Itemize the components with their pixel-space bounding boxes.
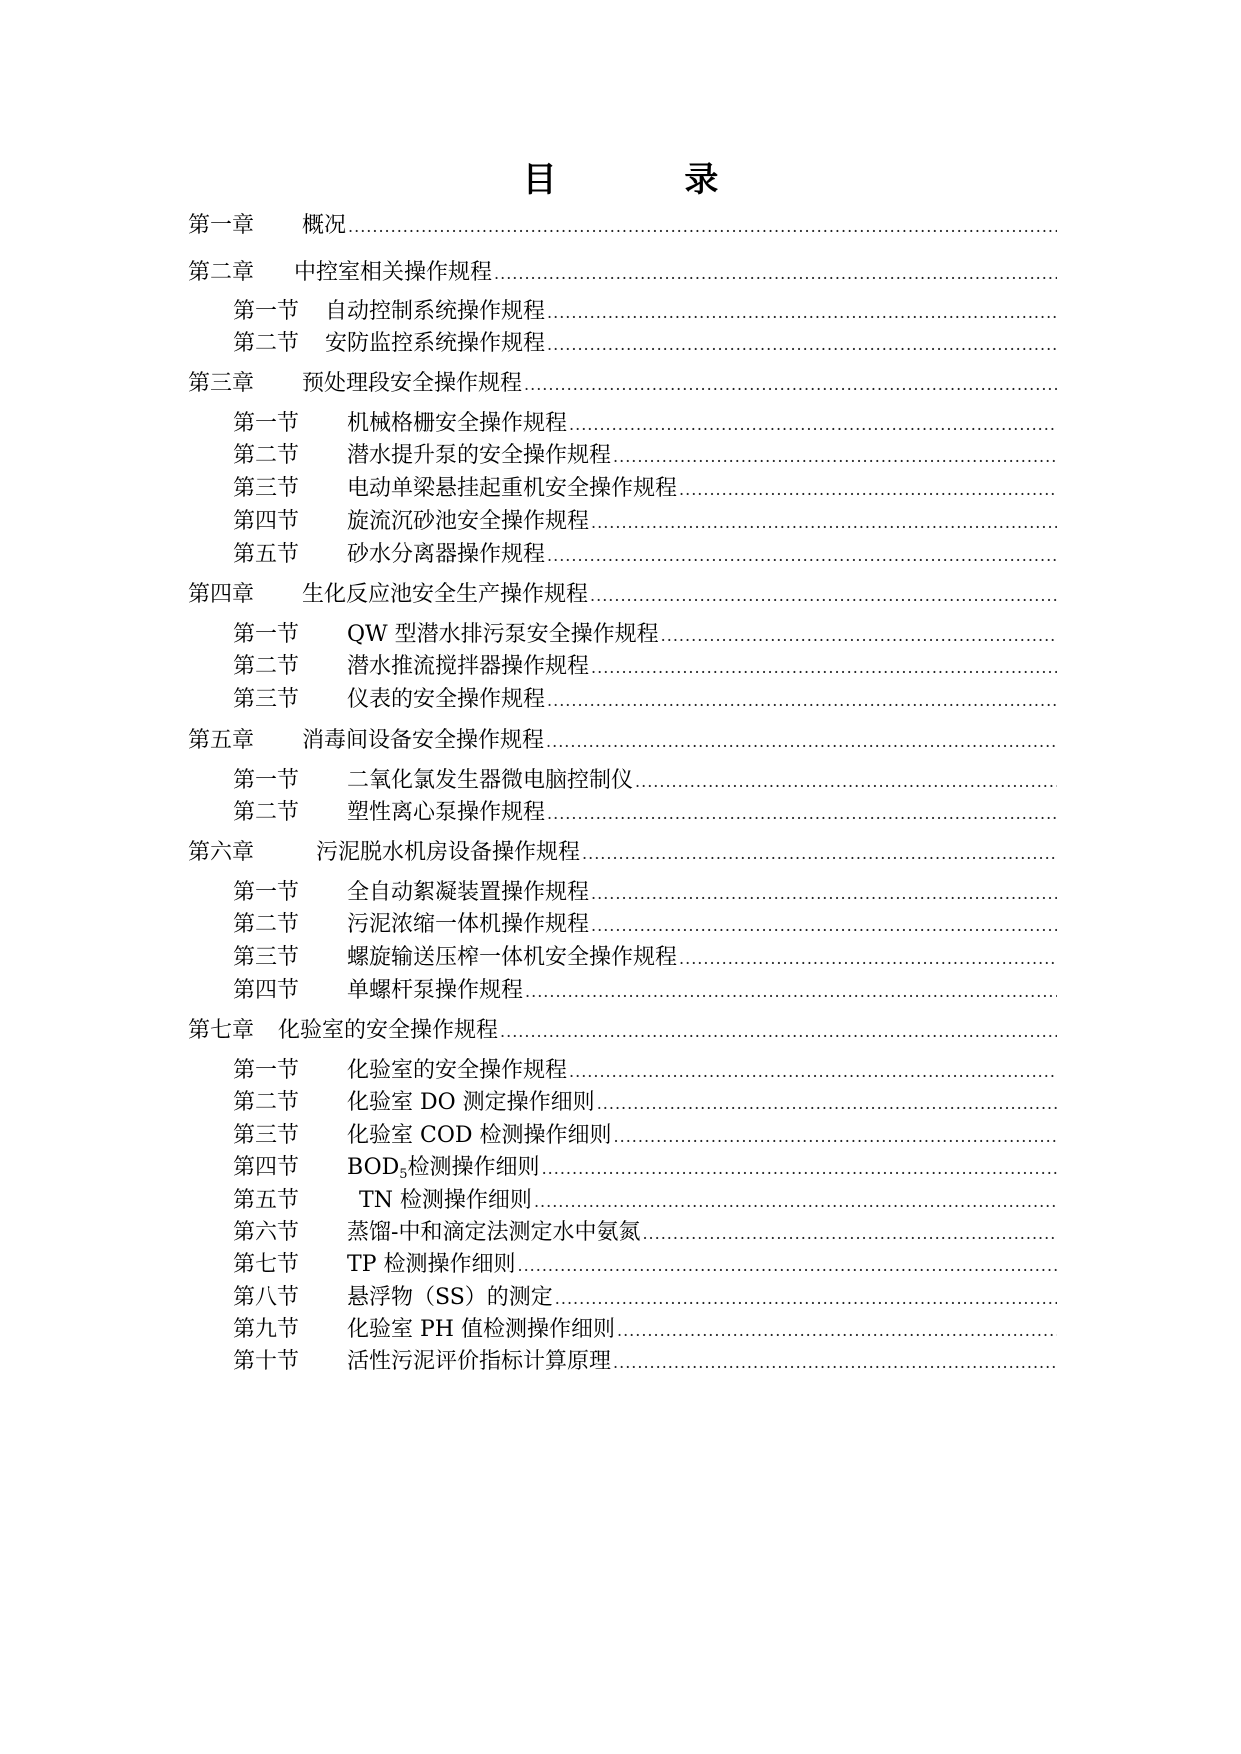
toc-section-entry[interactable] (233, 441, 1057, 471)
toc-section-entry[interactable] (233, 1186, 1057, 1216)
toc-section-entry[interactable] (233, 1347, 1057, 1377)
toc-dot-leader (591, 653, 1057, 683)
toc-entry-title-text: 蒸馏-中和滴定法测定水中氨氮 (347, 1220, 641, 1245)
toc-entry-title-text: 污泥脱水机房设备操作规程 (316, 840, 581, 865)
toc-entry-number: 第六章 (188, 840, 255, 865)
toc-entry-title (347, 910, 589, 940)
toc-section-entry[interactable] (233, 507, 1057, 537)
toc-entry-number: 第二节 (233, 443, 300, 468)
toc-entry-title (347, 441, 611, 471)
toc-entry-title-text: 仪表的安全操作规程 (347, 687, 546, 712)
toc-section-entry[interactable] (233, 1250, 1057, 1280)
toc-entry-title (302, 726, 544, 756)
toc-entry-title (347, 507, 589, 537)
toc-entry-title-text: 化验室 PH 值检测操作细则 (347, 1317, 615, 1342)
toc-section-entry[interactable] (233, 297, 1057, 327)
toc-entry-title (347, 652, 589, 682)
toc-dot-leader (591, 911, 1057, 941)
toc-dot-leader (582, 839, 1057, 869)
toc-section-entry[interactable] (233, 910, 1057, 940)
toc-entry-title (325, 297, 545, 327)
toc-entry-number: 第二节 (233, 331, 300, 356)
toc-dot-leader (547, 330, 1057, 360)
toc-dot-leader (348, 212, 1057, 242)
toc-entry-number: 第四节 (233, 978, 300, 1003)
toc-entry-subscript: 5 (399, 1167, 408, 1182)
toc-entry-title-text: 潜水推流搅拌器操作规程 (347, 654, 590, 679)
toc-dot-leader (500, 1017, 1057, 1047)
toc-entry-number: 第一节 (233, 768, 300, 793)
toc-entry-number: 第四章 (188, 582, 255, 607)
toc-chapter-entry[interactable] (188, 369, 1057, 399)
toc-entry-title-text: 污泥浓缩一体机操作规程 (347, 912, 590, 937)
toc-entry-title (347, 1153, 540, 1183)
toc-entry-number: 第一节 (233, 880, 300, 905)
toc-entry-title-text: 悬浮物（SS）的测定 (347, 1285, 553, 1310)
toc-entry-number: 第七章 (188, 1018, 255, 1043)
toc-entry-number: 第一节 (233, 411, 300, 436)
toc-entry-number: 第三节 (233, 687, 300, 712)
toc-dot-leader (614, 1122, 1057, 1152)
toc-dot-leader (547, 298, 1057, 328)
toc-section-entry[interactable] (233, 685, 1057, 715)
toc-entry-title (359, 1186, 532, 1216)
toc-entry-number: 第五章 (188, 728, 255, 753)
toc-entry-number: 第三节 (233, 945, 300, 970)
toc-entry-title (278, 1016, 498, 1046)
toc-entry-title-text: 螺旋输送压榨一体机安全操作规程 (347, 945, 678, 970)
toc-entry-number: 第七节 (233, 1252, 300, 1277)
toc-section-entry[interactable] (233, 652, 1057, 682)
toc-dot-leader (524, 370, 1057, 400)
toc-dot-leader (642, 1219, 1057, 1249)
toc-chapter-entry[interactable] (188, 1016, 1057, 1046)
toc-dot-leader (534, 1187, 1057, 1217)
toc-entry-title-text: 自动控制系统操作规程 (325, 299, 546, 324)
toc-section-entry[interactable] (233, 1088, 1057, 1118)
toc-entry-number: 第六节 (233, 1220, 300, 1245)
toc-entry-number: 第二节 (233, 1090, 300, 1115)
toc-entry-title-text: 全自动絮凝装置操作规程 (347, 880, 590, 905)
toc-dot-leader (542, 1154, 1057, 1184)
toc-entry-number: 第三章 (188, 371, 255, 396)
toc-entry-title-text: 中控室相关操作规程 (294, 260, 493, 285)
toc-section-entry[interactable] (233, 1153, 1057, 1183)
toc-entry-title-text: QW 型潜水排污泵安全操作规程 (347, 622, 659, 647)
toc-entry-title-text: 化验室的安全操作规程 (347, 1058, 568, 1083)
toc-entry-title-text: 塑性离心泵操作规程 (347, 800, 546, 825)
toc-entry-number: 第一节 (233, 622, 300, 647)
toc-entry-number: 第三节 (233, 476, 300, 501)
toc-chapter-entry[interactable] (188, 838, 1057, 868)
toc-entry-number: 第二节 (233, 800, 300, 825)
toc-entry-title (325, 329, 545, 359)
toc-entry-number: 第二节 (233, 912, 300, 937)
toc-entry-title (294, 258, 492, 288)
toc-section-entry[interactable] (233, 1315, 1057, 1345)
toc-entry-title-text: TN 检测操作细则 (359, 1188, 532, 1213)
toc-entry-title (347, 943, 677, 973)
toc-entry-title-suffix: 检测操作细则 (407, 1155, 540, 1180)
toc-entry-title-text: 二氧化氯发生器微电脑控制仪 (347, 768, 634, 793)
toc-chapter-entry[interactable] (188, 580, 1057, 610)
toc-entry-title-text: 潜水提升泵的安全操作规程 (347, 443, 612, 468)
toc-entry-title-text: 消毒间设备安全操作规程 (302, 728, 545, 753)
toc-dot-leader (617, 1316, 1057, 1346)
toc-dot-leader (591, 879, 1057, 909)
toc-section-entry[interactable] (233, 620, 1057, 650)
toc-entry-title (347, 1250, 515, 1280)
toc-section-entry[interactable] (233, 409, 1057, 439)
toc-dot-leader (525, 977, 1057, 1007)
toc-entry-number: 第二节 (233, 654, 300, 679)
toc-dot-leader (569, 1057, 1057, 1087)
toc-chapter-entry[interactable] (188, 211, 1057, 241)
toc-entry-number: 第八节 (233, 1285, 300, 1310)
toc-entry-title (302, 580, 588, 610)
toc-entry-title (347, 1056, 567, 1086)
toc-entry-number: 第一章 (188, 213, 255, 238)
toc-entry-title (347, 878, 589, 908)
toc-entry-title (302, 211, 346, 241)
toc-dot-leader (661, 621, 1057, 651)
toc-section-entry[interactable] (233, 878, 1057, 908)
toc-title: 目 录 (522, 160, 777, 200)
toc-entry-title-text: 活性污泥评价指标计算原理 (347, 1349, 612, 1374)
toc-dot-leader (547, 541, 1057, 571)
toc-dot-leader (635, 767, 1057, 797)
toc-entry-title-text: 旋流沉砂池安全操作规程 (347, 509, 590, 534)
toc-entry-title (347, 685, 545, 715)
toc-entry-title-text: 单螺杆泵操作规程 (347, 978, 524, 1003)
toc-entry-number: 第一节 (233, 299, 300, 324)
toc-entry-title (347, 766, 633, 796)
toc-entry-title-text: 安防监控系统操作规程 (325, 331, 546, 356)
toc-entry-title-text: BOD (347, 1155, 400, 1180)
toc-section-entry[interactable] (233, 329, 1057, 359)
toc-dot-leader (555, 1284, 1057, 1314)
toc-section-entry[interactable] (233, 540, 1057, 570)
toc-dot-leader (547, 799, 1057, 829)
toc-entry-title-text: 机械格栅安全操作规程 (347, 411, 568, 436)
toc-entry-number: 第四节 (233, 509, 300, 534)
toc-section-entry[interactable] (233, 1121, 1057, 1151)
toc-entry-title-text: 化验室 DO 测定操作细则 (347, 1090, 595, 1115)
toc-entry-number: 第十节 (233, 1349, 300, 1374)
toc-section-entry[interactable] (233, 976, 1057, 1006)
toc-dot-leader (613, 442, 1057, 472)
toc-entry-number: 第三节 (233, 1123, 300, 1148)
toc-dot-leader (597, 1089, 1057, 1119)
toc-entry-number: 第二章 (188, 260, 255, 285)
toc-section-entry[interactable] (233, 1056, 1057, 1086)
toc-dot-leader (679, 475, 1057, 505)
toc-entry-title-text: 预处理段安全操作规程 (302, 371, 523, 396)
toc-chapter-entry[interactable] (188, 726, 1057, 756)
toc-entry-number: 第九节 (233, 1317, 300, 1342)
toc-entry-title-text: TP 检测操作细则 (347, 1252, 516, 1277)
toc-dot-leader (547, 686, 1057, 716)
toc-entry-title (347, 409, 567, 439)
toc-entry-title-text: 化验室 COD 检测操作细则 (347, 1123, 612, 1148)
toc-dot-leader (590, 581, 1057, 611)
toc-dot-leader (569, 410, 1057, 440)
toc-entry-number: 第一节 (233, 1058, 300, 1083)
toc-entry-title-text: 概况 (302, 213, 347, 238)
toc-entry-title (347, 1347, 611, 1377)
toc-entry-title (347, 1283, 553, 1313)
toc-section-entry[interactable] (233, 1283, 1057, 1313)
toc-entry-title (302, 369, 522, 399)
toc-entry-title (347, 1315, 615, 1345)
toc-entry-number: 第五节 (233, 542, 300, 567)
toc-dot-leader (494, 259, 1057, 289)
toc-dot-leader (613, 1348, 1057, 1378)
toc-section-entry[interactable] (233, 766, 1057, 796)
toc-entry-title (347, 798, 545, 828)
toc-entry-title (347, 620, 659, 650)
toc-entry-title (347, 1218, 640, 1248)
toc-entry-title (316, 838, 580, 868)
toc-section-entry[interactable] (233, 474, 1057, 504)
toc-section-entry[interactable] (233, 798, 1057, 828)
toc-section-entry[interactable] (233, 1218, 1057, 1248)
toc-entry-title-text: 砂水分离器操作规程 (347, 542, 546, 567)
toc-entry-title (347, 540, 545, 570)
toc-entry-title (347, 474, 677, 504)
toc-dot-leader (679, 944, 1057, 974)
toc-entry-title (347, 1121, 612, 1151)
toc-dot-leader (518, 1251, 1058, 1281)
toc-dot-leader (591, 508, 1057, 538)
toc-entry-title-text: 化验室的安全操作规程 (278, 1018, 499, 1043)
toc-entry-title-text: 生化反应池安全生产操作规程 (302, 582, 589, 607)
toc-entry-number: 第四节 (233, 1155, 300, 1180)
toc-entry-title (347, 976, 523, 1006)
toc-entry-title-text: 电动单梁悬挂起重机安全操作规程 (347, 476, 678, 501)
toc-entry-title (347, 1088, 595, 1118)
toc-section-entry[interactable] (233, 943, 1057, 973)
toc-dot-leader (546, 727, 1057, 757)
toc-entry-number: 第五节 (233, 1188, 300, 1213)
toc-chapter-entry[interactable] (188, 258, 1057, 288)
